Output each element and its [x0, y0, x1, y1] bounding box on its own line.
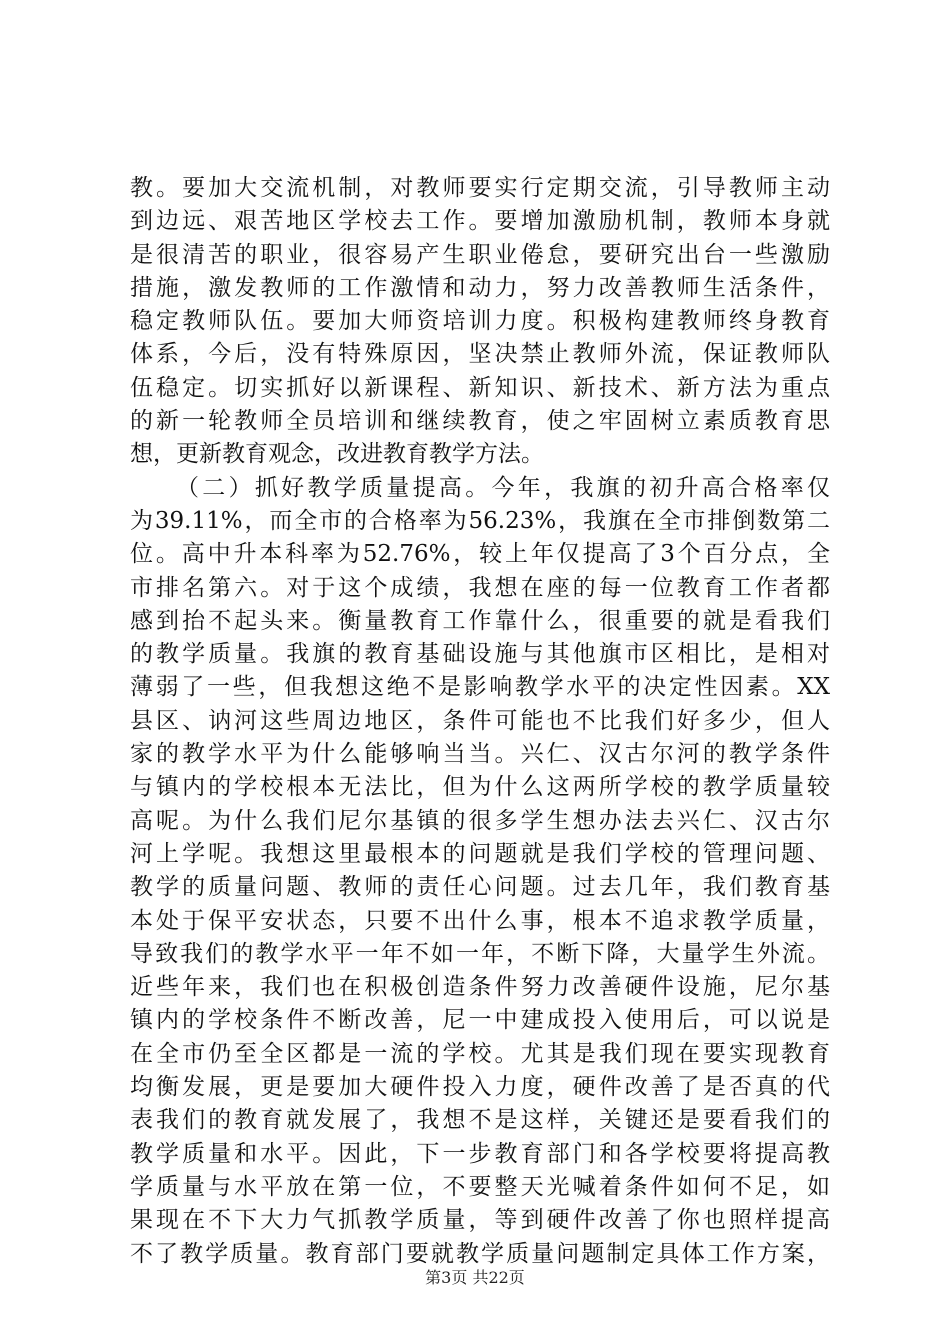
text-line: 导致我们的教学水平一年不如一年，不断下降，大量学生外流。 — [130, 940, 830, 967]
text-line: 措施，激发教师的工作激情和动力，努力改善教师生活条件， — [130, 274, 830, 301]
text-line: 教。要加大交流机制，对教师要实行定期交流，引导教师主动 — [130, 175, 830, 201]
text-line: 想，更新教育观念，改进教育教学方法。 — [130, 441, 544, 468]
text-line: 均衡发展，更是要加大硬件投入力度，硬件改善了是否真的代 — [130, 1074, 830, 1101]
text-line: 的教学质量。我旗的教育基础设施与其他旗市区相比，是相对 — [130, 641, 830, 668]
paragraph — [130, 172, 830, 472]
text-line: 是很清苦的职业，很容易产生职业倦怠，要研究出台一些激励 — [130, 241, 830, 268]
text-line: 与镇内的学校根本无法比，但为什么这两所学校的教学质量较 — [130, 774, 830, 801]
text-line: 到边远、艰苦地区学校去工作。要增加激励机制，教师本身就 — [130, 208, 830, 235]
page-footer: 第3页 共22页 — [425, 1268, 525, 1287]
text-line: 高呢。为什么我们尼尔基镇的很多学生想办法去兴仁、汉古尔 — [130, 807, 830, 834]
text-line: 感到抬不起头来。衡量教育工作靠什么，很重要的就是看我们 — [130, 607, 830, 634]
text-line: 位。高中升本科率为52.76%，较上年仅提高了3个百分点，全 — [130, 541, 830, 568]
paragraph — [130, 472, 830, 1271]
text-line: 体系，今后，没有特殊原因，坚决禁止教师外流，保证教师队 — [130, 341, 830, 368]
text-line: 在全市仍至全区都是一流的学校。尤其是我们现在要实现教育 — [130, 1040, 830, 1067]
text-line: 家的教学水平为什么能够响当当。兴仁、汉古尔河的教学条件 — [130, 741, 830, 768]
text-line: 教学质量和水平。因此，下一步教育部门和各学校要将提高教 — [130, 1140, 830, 1167]
text-line: 伍稳定。切实抓好以新课程、新知识、新技术、新方法为重点 — [130, 374, 830, 401]
text-line: 学质量与水平放在第一位，不要整天光喊着条件如何不足，如 — [130, 1173, 830, 1200]
text-line: 不了教学质量。教育部门要就教学质量问题制定具体工作方案， — [130, 1240, 830, 1267]
text-line: 县区、讷河这些周边地区，条件可能也不比我们好多少，但人 — [130, 707, 830, 734]
text-line: 稳定教师队伍。要加大师资培训力度。积极构建教师终身教育 — [130, 308, 830, 335]
text-line: 本处于保平安状态，只要不出什么事，根本不追求教学质量， — [130, 907, 830, 934]
text-line: 教学的质量问题、教师的责任心问题。过去几年，我们教育基 — [130, 874, 830, 901]
text-line: 表我们的教育就发展了，我想不是这样，关键还是要看我们的 — [130, 1107, 830, 1134]
text-line: 果现在不下大力气抓教学质量，等到硬件改善了你也照样提高 — [130, 1207, 830, 1234]
text-line: （二）抓好教学质量提高。今年，我旗的初升高合格率仅 — [176, 474, 830, 501]
text-line: 薄弱了一些，但我想这绝不是影响教学水平的决定性因素。XX — [130, 674, 830, 701]
text-line: 的新一轮教师全员培训和继续教育，使之牢固树立素质教育思 — [130, 408, 830, 435]
text-line: 为39.11%，而全市的合格率为56.23%，我旗在全市排倒数第二 — [130, 507, 830, 534]
document-body — [130, 172, 830, 1271]
text-line: 河上学呢。我想这里最根本的问题就是我们学校的管理问题、 — [130, 840, 830, 867]
text-line: 市排名第六。对于这个成绩，我想在座的每一位教育工作者都 — [130, 574, 830, 601]
text-line: 近些年来，我们也在积极创造条件努力改善硬件设施，尼尔基 — [130, 974, 830, 1001]
text-line: 镇内的学校条件不断改善，尼一中建成投入使用后，可以说是 — [130, 1007, 830, 1034]
